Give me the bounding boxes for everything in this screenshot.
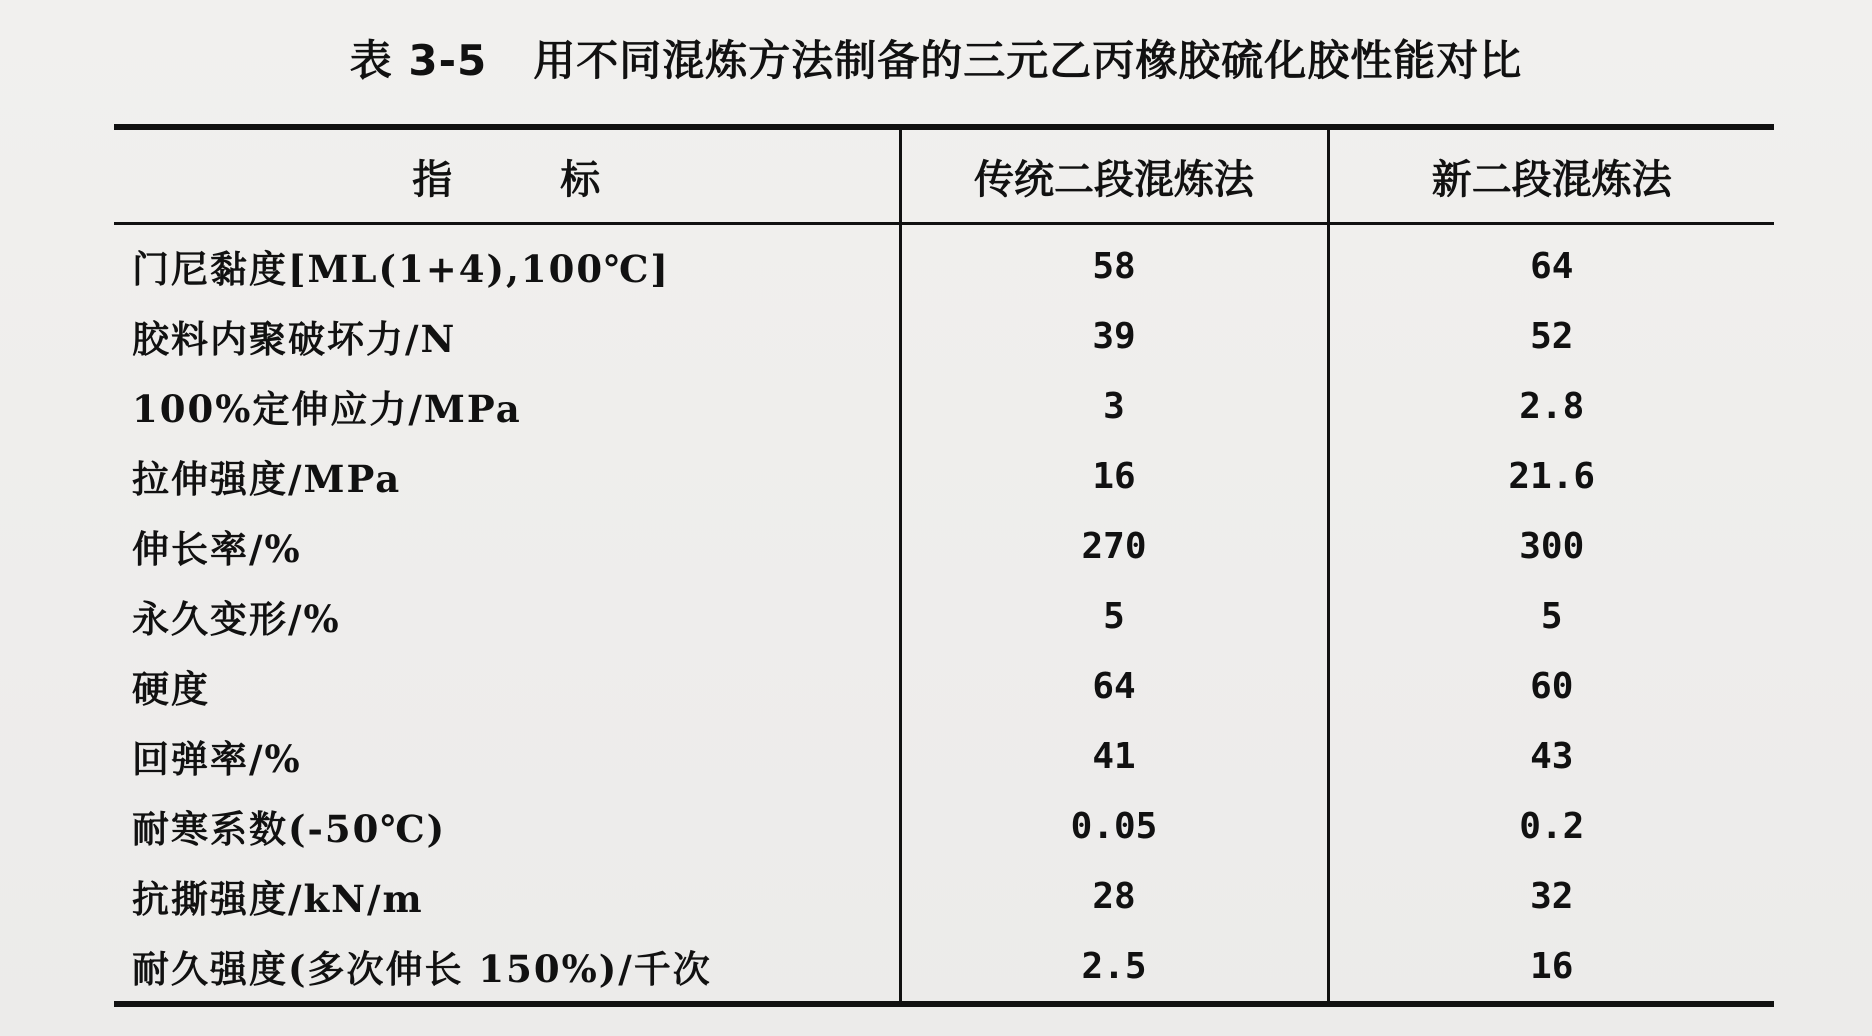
table-row <box>114 721 1774 791</box>
table-row <box>114 581 1774 651</box>
table-row <box>114 861 1774 931</box>
new-value: 60 <box>1530 665 1574 707</box>
header-indicator: 指标 <box>114 127 900 224</box>
comparison-table <box>114 124 1774 1007</box>
new-value: 300 <box>1519 525 1585 567</box>
table-row <box>114 651 1774 721</box>
table-number: 表 3-5 <box>349 36 488 85</box>
table-row <box>114 931 1774 1004</box>
traditional-value: 28 <box>900 861 1328 931</box>
traditional-value: 5 <box>900 581 1328 651</box>
new-value: 52 <box>1530 315 1574 357</box>
new-value: 64 <box>1530 245 1574 287</box>
traditional-value: 16 <box>900 441 1328 511</box>
row-label: 回弹率/% <box>114 721 900 791</box>
table-row <box>114 791 1774 861</box>
traditional-value: 41 <box>900 721 1328 791</box>
traditional-value: 2.5 <box>900 931 1328 1004</box>
traditional-value: 58 <box>900 224 1328 302</box>
row-label: 胶料内聚破坏力/N <box>114 301 900 371</box>
new-value: 2.8 <box>1519 385 1585 427</box>
traditional-value: 39 <box>900 301 1328 371</box>
row-label: 100%定伸应力/MPa <box>114 371 900 441</box>
table-row <box>114 301 1774 371</box>
row-label: 门尼黏度[ML(1+4),100℃] <box>114 224 900 302</box>
row-label: 耐寒系数(-50℃) <box>114 791 900 861</box>
table-row <box>114 441 1774 511</box>
table-title: 用不同混炼方法制备的三元乙丙橡胶硫化胶性能对比 <box>533 36 1523 85</box>
table-caption <box>0 28 1872 88</box>
table-row <box>114 371 1774 441</box>
row-label: 永久变形/% <box>114 581 900 651</box>
table-header-row <box>114 127 1774 224</box>
header-new-method: 新二段混炼法 <box>1328 127 1774 224</box>
traditional-value: 64 <box>900 651 1328 721</box>
new-value: 0.2 <box>1519 805 1585 847</box>
new-value: 16 <box>1530 945 1574 987</box>
new-value: 32 <box>1530 875 1574 917</box>
header-traditional-method: 传统二段混炼法 <box>900 127 1328 224</box>
new-value: 5 <box>1540 595 1563 637</box>
row-label: 伸长率/% <box>114 511 900 581</box>
traditional-value: 0.05 <box>900 791 1328 861</box>
new-value: 43 <box>1530 735 1574 777</box>
row-label: 耐久强度(多次伸长 150%)/千次 <box>114 931 900 1004</box>
new-value: 21.6 <box>1508 455 1596 497</box>
traditional-value: 270 <box>900 511 1328 581</box>
row-label: 硬度 <box>114 651 900 721</box>
row-label: 抗撕强度/kN/m <box>114 861 900 931</box>
traditional-value: 3 <box>900 371 1328 441</box>
row-label: 拉伸强度/MPa <box>114 441 900 511</box>
table-row <box>114 224 1774 302</box>
table-row <box>114 511 1774 581</box>
